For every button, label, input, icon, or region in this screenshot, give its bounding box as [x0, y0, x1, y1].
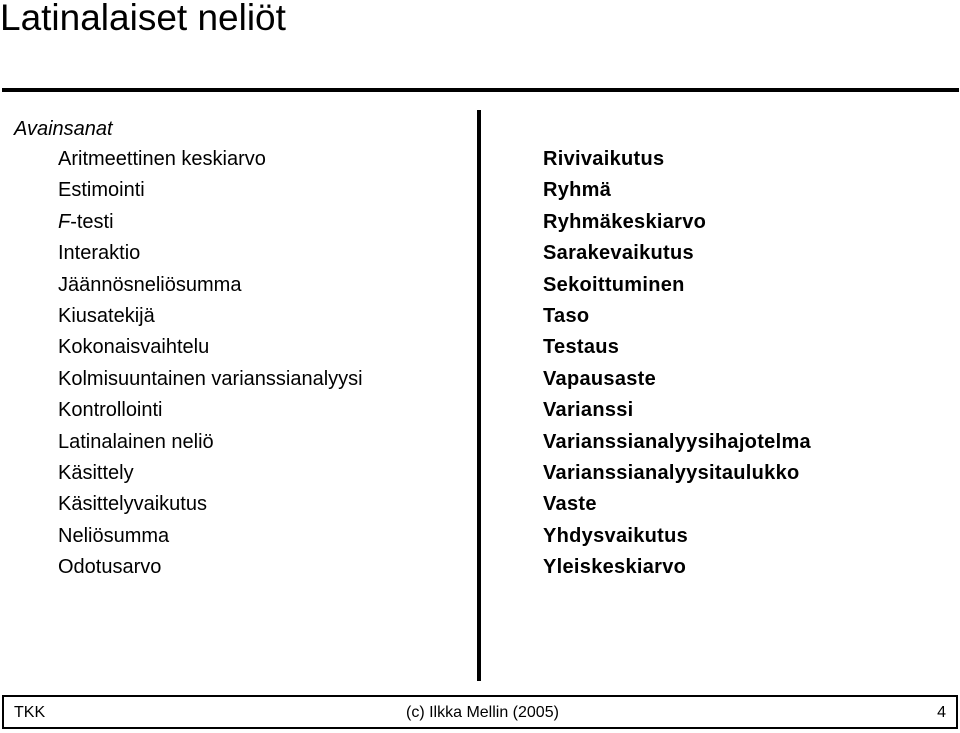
list-item — [58, 207, 363, 238]
list-item: Sekoittuminen — [543, 273, 685, 296]
list-item: Kontrollointi — [58, 399, 163, 422]
list-item: Odotusarvo — [58, 556, 162, 579]
list-item: Rivivaikutus — [543, 148, 665, 170]
slide-footer — [2, 695, 958, 729]
list-item: Taso — [543, 305, 590, 328]
list-item: Yleiskeskiarvo — [543, 556, 687, 579]
keywords-heading: Avainsanat — [14, 118, 113, 140]
keyword-list-left — [58, 144, 363, 584]
list-item: Ryhmäkeskiarvo — [543, 210, 707, 233]
f-letter: F — [58, 210, 71, 233]
column-divider — [477, 110, 481, 681]
list-item: Interaktio — [58, 242, 141, 265]
list-item: Varianssianalyysitaulukko — [543, 462, 800, 485]
slide-title: Latinalaiset neliöt — [0, 0, 286, 38]
list-item: Aritmeettinen keskiarvo — [58, 148, 266, 170]
list-item: Neliösumma — [58, 524, 170, 547]
list-item: Käsittelyvaikutus — [58, 493, 207, 516]
keyword-list-right — [543, 144, 811, 584]
list-item: Kiusatekijä — [58, 305, 155, 328]
page-number: 4 — [937, 704, 946, 721]
list-item: Kolmisuuntainen varianssianalyysi — [58, 367, 363, 390]
list-item: Yhdysvaikutus — [543, 524, 689, 547]
list-item: Vapausaste — [543, 367, 657, 390]
footer-copyright: (c) Ilkka Mellin (2005) — [406, 704, 559, 721]
list-item: Sarakevaikutus — [543, 242, 694, 265]
list-item: Vaste — [543, 493, 597, 516]
list-item: Jäännösneliösumma — [58, 273, 242, 296]
title-rule — [2, 88, 959, 92]
list-item: Testaus — [543, 336, 620, 359]
list-item: Latinalainen neliö — [58, 430, 214, 453]
list-item: Kokonaisvaihtelu — [58, 336, 210, 359]
list-item: Estimointi — [58, 179, 145, 202]
footer-institution: TKK — [14, 704, 46, 721]
list-item: Ryhmä — [543, 179, 612, 202]
list-item: Varianssi — [543, 399, 634, 422]
f-test-suffix: -testi — [70, 210, 114, 233]
list-item: Käsittely — [58, 462, 134, 485]
list-item: Varianssianalyysihajotelma — [543, 430, 811, 453]
